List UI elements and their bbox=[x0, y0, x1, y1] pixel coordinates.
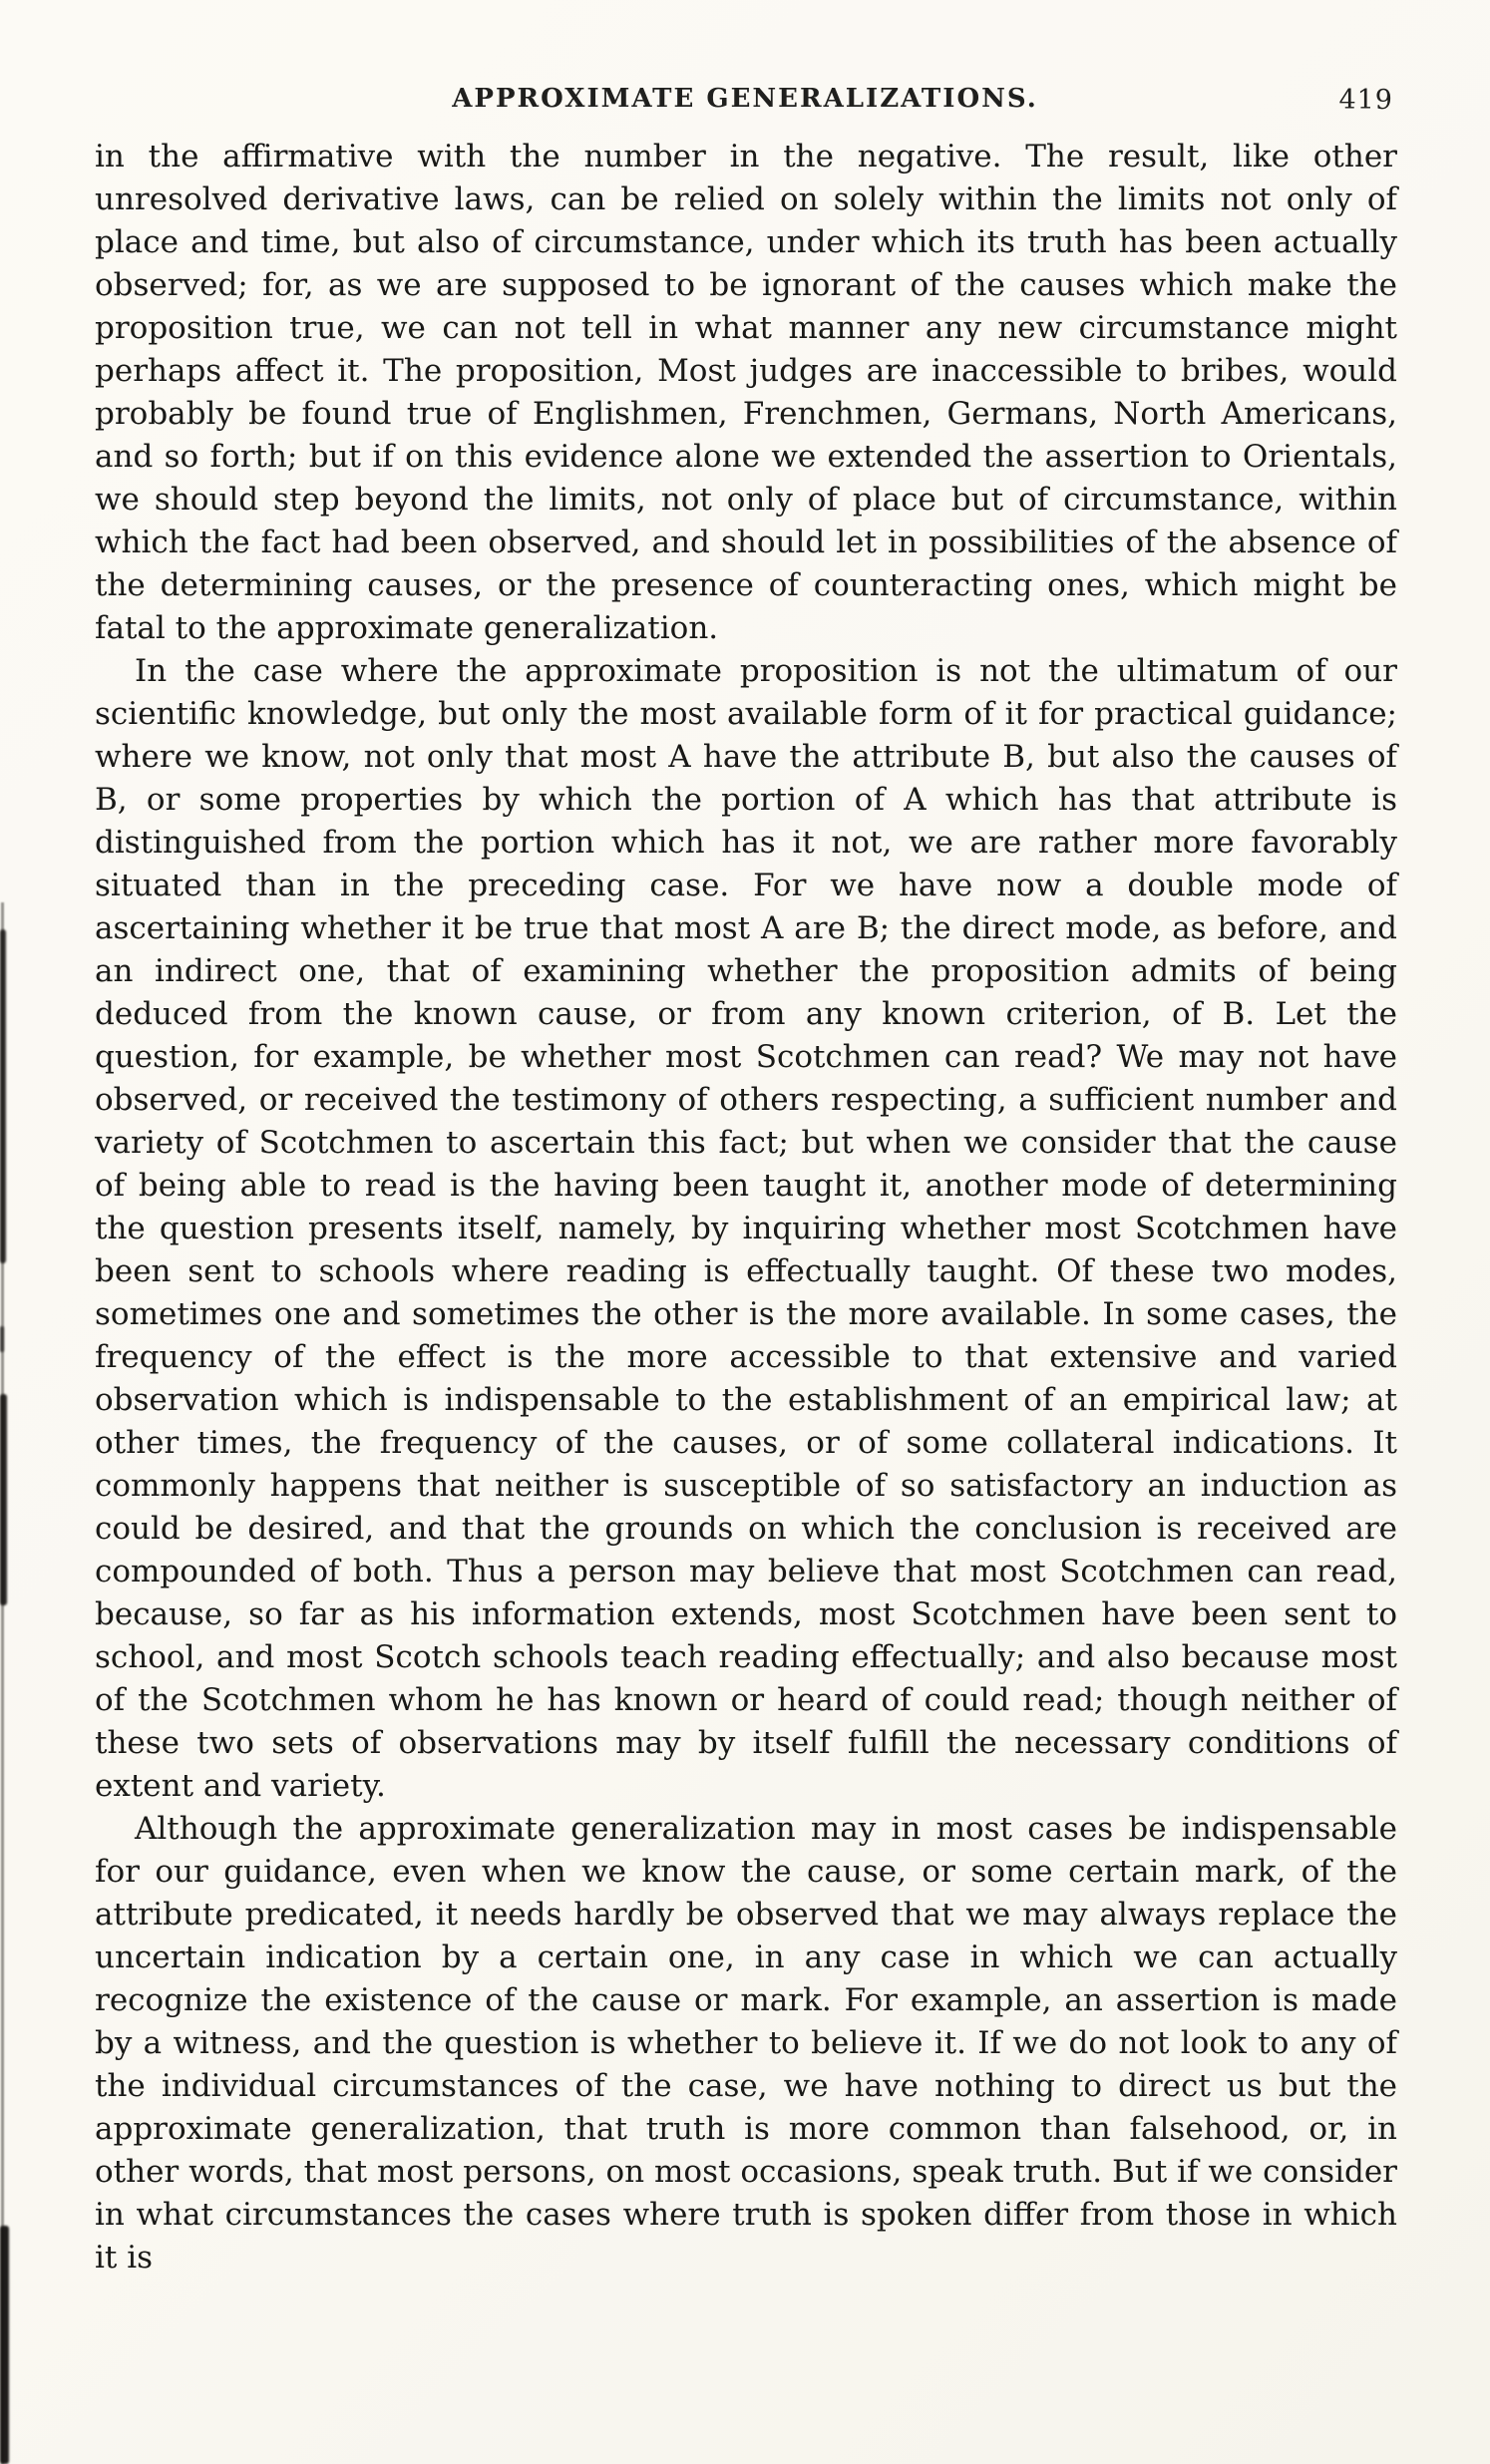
binding-mark bbox=[0, 1326, 4, 1352]
page-number: 419 bbox=[1338, 85, 1393, 116]
page-body bbox=[95, 136, 1397, 2280]
binding-mark bbox=[0, 2226, 9, 2464]
paragraph: In the case where the approximate proposition is not the ultimatum of our scientific knowledge, but only the most available form of it for practical guidance; where we know, not only that most A have the attribute B, but also the causes of B, or some properties by which the portion of A which has that attribute is distinguished from the portion which has it not, we are rather more favorably situated than in the preceding case. For we have now a double mode of ascertaining whether it be true that most A are B; the direct mode, as before, and an indirect one, that of examining whether the proposition admits of being deduced from the known cause, or from any known criterion, of B. Let the question, for example, be whether most Scotchmen can read? We may not have observed, or received the testimony of others respecting, a sufficient number and variety of Scotchmen to ascertain this fact; but when we consider that the cause of being able to read is the having been taught it, another mode of determining the question presents itself, namely, by inquiring whether most Scotchmen have been sent to schools where reading is effectually taught. Of these two modes, sometimes one and sometimes the other is the more available. In some cases, the frequency of the effect is the more accessible to that extensive and varied observation which is indispensable to the establishment of an empirical law; at other times, the frequency of the causes, or of some collateral indications. It commonly happens that neither is susceptible of so satisfactory an induction as could be desired, and that the grounds on which the conclusion is received are compounded of both. Thus a person may believe that most Scotchmen can read, because, so far as his information extends, most Scotchmen have been sent to school, and most Scotch schools teach reading effectually; and also because most of the Scotchmen whom he has known or heard of could read; though neither of these two sets of observations may by itself fulfill the necessary conditions of extent and variety. bbox=[95, 653, 1397, 1804]
binding-mark bbox=[0, 1394, 7, 1605]
running-title: APPROXIMATE GENERALIZATIONS. bbox=[452, 84, 1038, 114]
paragraph: Although the approximate generalization may in most cases be indispensable for our guidance, even when we know the cause, or some certain mark, of the attribute predicated, it needs hardly be observed that we may always replace the uncertain indication by a certain one, in any case in which we can actually recognize the existence of the cause or mark. For example, an assertion is made by a witness, and the question is whether to believe it. If we do not look to any of the individual circumstances of the case, we have nothing to direct us but the approximate generalization, that truth is more common than falsehood, or, in other words, that most persons, on most occasions, speak truth. But if we consider in what circumstances the cases where truth is spoken differ from those in which it is bbox=[95, 1811, 1397, 2276]
page-header bbox=[95, 84, 1395, 120]
paragraph-continuation: in the affirmative with the number in the negative. The result, like other unresolved derivative laws, can be relied on solely within the limits not only of place and time, but also of circumstance, under which its truth has been actually observed; for, as we are supposed to be ignorant of the causes which make the proposition true, we can not tell in what manner any new circumstance might perhaps affect it. The proposition, Most judges are inaccessible to bribes, would probably be found true of Englishmen, Frenchmen, Germans, North Americans, and so forth; but if on this evidence alone we extended the assertion to Orientals, we should step beyond the limits, not only of place but of circumstance, within which the fact had been observed, and should let in possibilities of the absence of the determining causes, or the presence of counteracting ones, which might be fatal to the approximate generalization. bbox=[95, 139, 1397, 646]
binding-mark bbox=[0, 929, 6, 1263]
